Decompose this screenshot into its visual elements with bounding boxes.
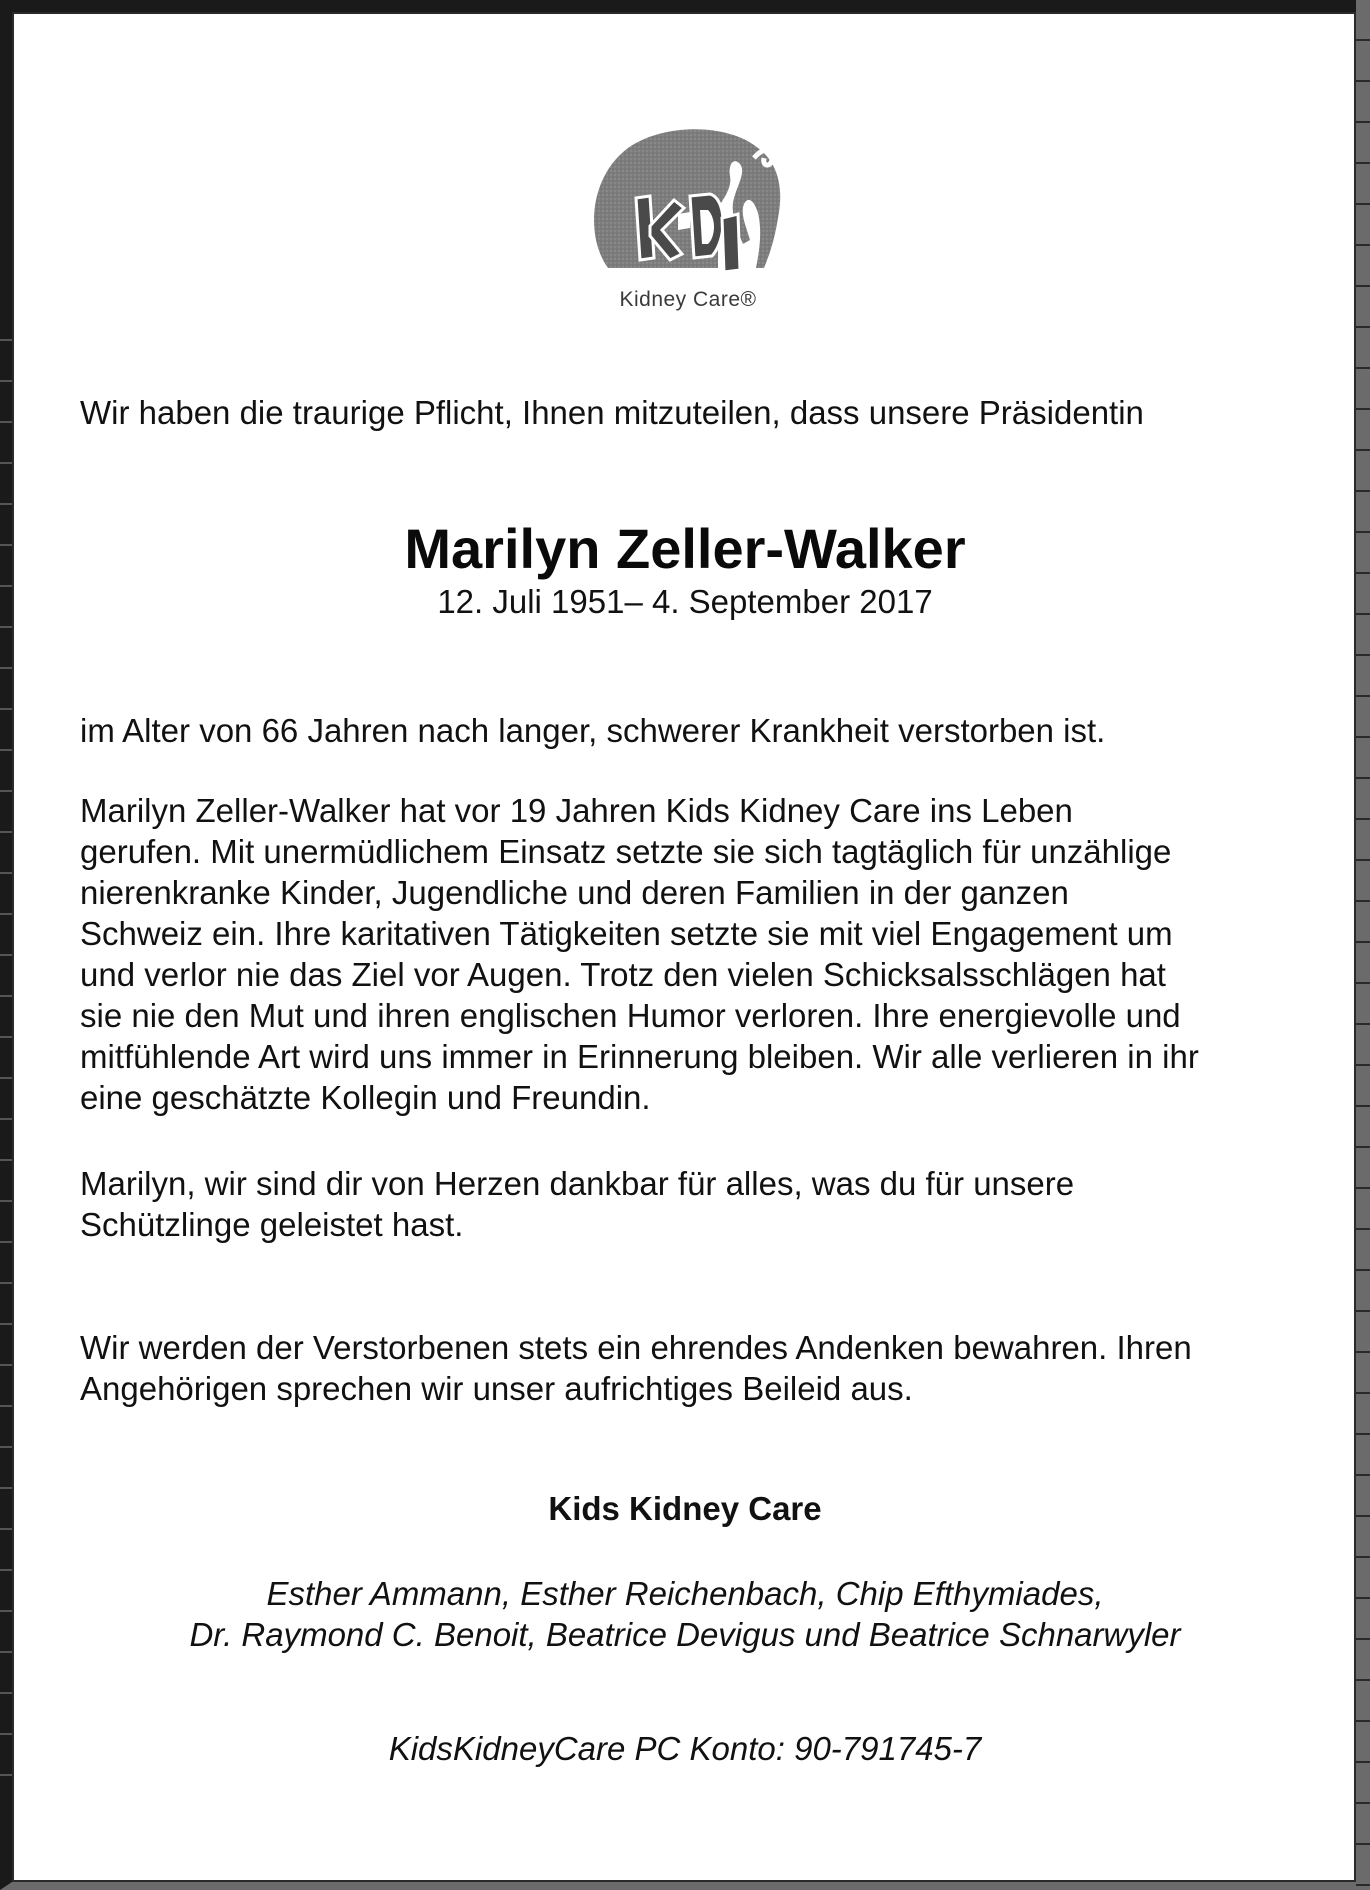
thanks-line: Schützlinge geleistet hast. [80,1206,464,1243]
organization-name: Kids Kidney Care [548,1490,822,1527]
biography-paragraph [80,790,1310,1118]
age-text: im Alter von 66 Jahren nach langer, schwerer Krankheit verstorben ist. [80,712,1106,749]
signers-line: Dr. Raymond C. Benoit, Beatrice Devigus und Beatrice Schnarwyler [189,1616,1181,1653]
condolence-line: Angehörigen sprechen wir unser aufrichtiges Beileid aus. [80,1370,913,1407]
condolence-line: Wir werden der Verstorbenen stets ein ehrendes Andenken bewahren. Ihren [80,1329,1192,1366]
donation-account: KidsKidneyCare PC Konto: 90-791745-7 [388,1730,982,1767]
condolence-paragraph [80,1327,1310,1409]
intro-text: Wir haben die traurige Pflicht, Ihnen mitzuteilen, dass unsere Präsidentin [80,394,1144,431]
bio-line: nierenkranke Kinder, Jugendliche und deren Familien in der ganzen [80,874,1069,911]
bio-line: Schweiz ein. Ihre karitativen Tätigkeiten setzte sie mit viel Engagement um [80,915,1173,952]
signers-line: Esther Ammann, Esther Reichenbach, Chip Efthymiades, [266,1575,1104,1612]
deceased-name: Marilyn Zeller-Walker [404,517,966,580]
logo-caption: Kidney Care® [619,288,757,311]
elephant-kdc-logo-icon [578,118,798,314]
bio-line: sie nie den Mut und ihren englischen Humor verloren. Ihre energievolle und [80,997,1181,1034]
bio-line: und verlor nie das Ziel vor Augen. Trotz den vielen Schicksalsschlägen hat [80,956,1166,993]
thanks-paragraph [80,1163,1310,1245]
bio-line: eine geschätzte Kollegin und Freundin. [80,1079,651,1116]
bio-line: mitfühlende Art wird uns immer in Erinnerung bleiben. Wir alle verlieren in ihr [80,1038,1199,1075]
bio-line: gerufen. Mit unermüdlichem Einsatz setzte sie sich tagtäglich für unzählige [80,833,1172,870]
thanks-line: Marilyn, wir sind dir von Herzen dankbar für alles, was du für unsere [80,1165,1075,1202]
bio-line: Marilyn Zeller-Walker hat vor 19 Jahren Kids Kidney Care ins Leben [80,792,1073,829]
signers-list [0,1573,1370,1655]
life-dates: 12. Juli 1951– 4. September 2017 [437,583,933,620]
